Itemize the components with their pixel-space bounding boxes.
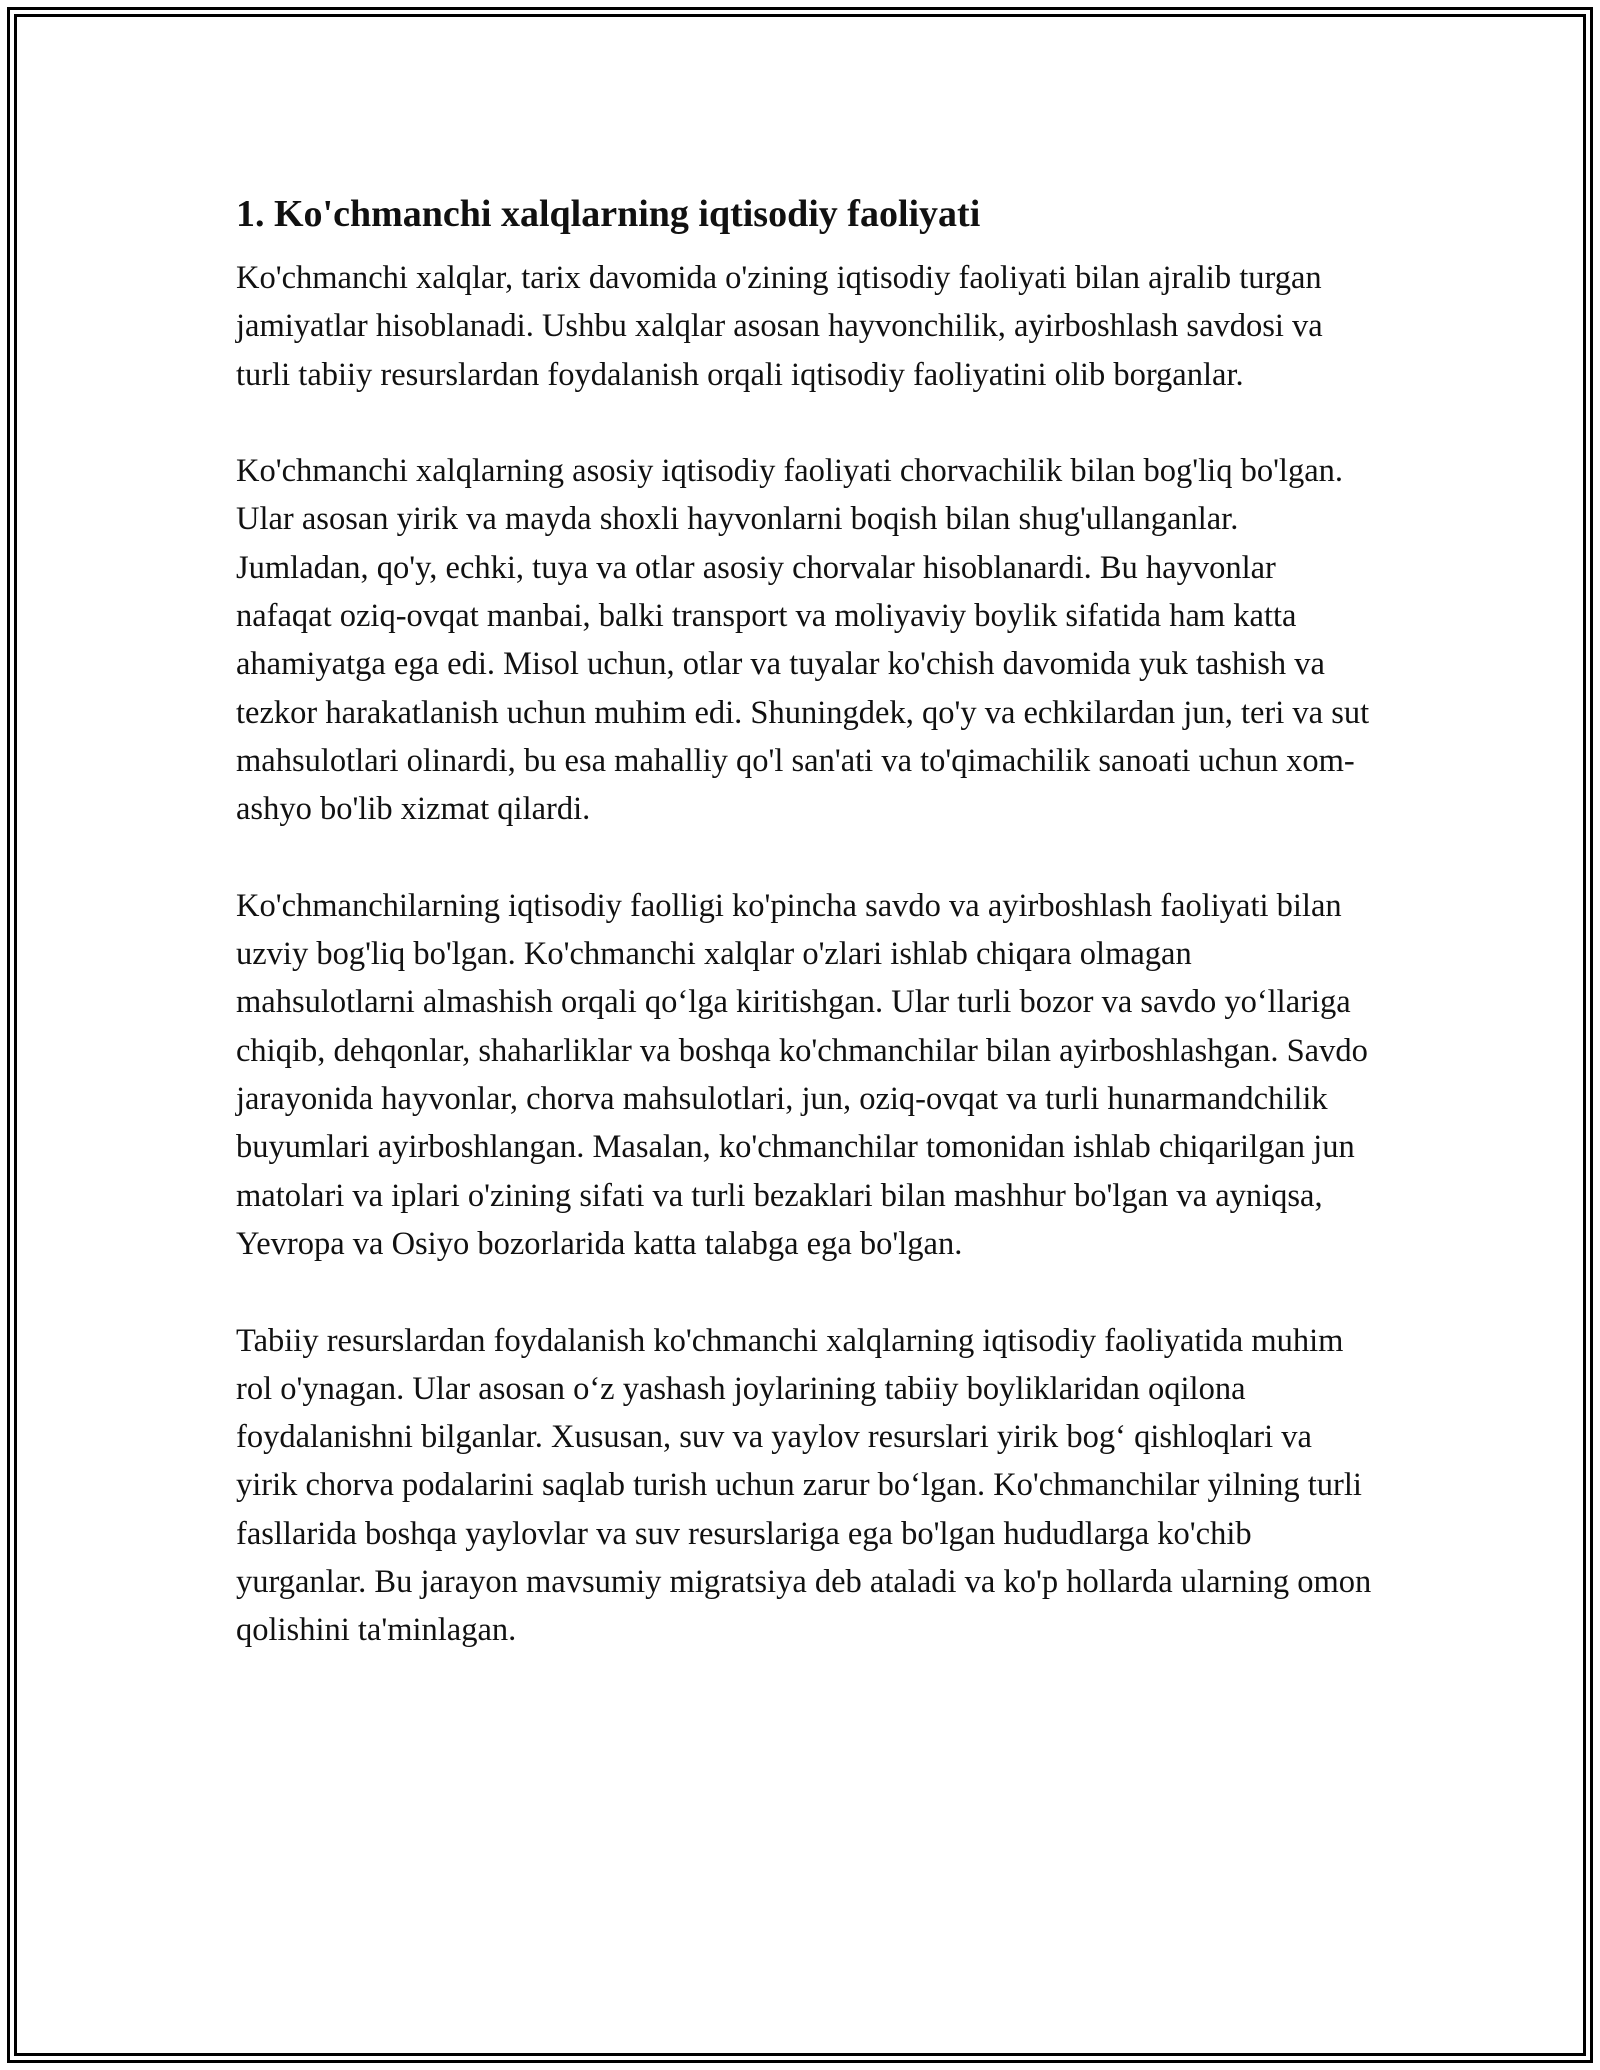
paragraph-livestock: Ko'chmanchi xalqlarning asosiy iqtisodiy faoliyati chorvachilik bilan bog'liq bo'lgan. Ular asosan yirik va mayda shoxli hayvonlarni boqish bilan shug'ullanganlar. Jumladan, qo'y, echki, tuya va otlar asosiy chorvalar hisoblanardi. Bu hayvonlar nafaqat oziq-ovqat manbai, balki transport va moliyaviy boylik sifatida ham katta ahamiyatga ega edi. Misol uchun, otlar va tuyalar ko'chish davomida yuk tashish va tezkor harakatlanish uchun muhim edi. Shuningdek, qo'y va echkilardan jun, teri va sut mahsulotlari olinardi, bu esa mahalliy qo'l san'ati va to'qimachilik sanoati uchun xom-ashyo bo'lib xizmat qilardi. [236,453,1370,828]
section-heading: 1. Ko'chmanchi xalqlarning iqtisodiy faoliyati [236,193,981,235]
paragraph-intro: Ko'chmanchi xalqlar, tarix davomida o'zining iqtisodiy faoliyati bilan ajralib turgan jamiyatlar hisoblanadi. Ushbu xalqlar asosan hayvonchilik, ayirboshlash savdosi va turli tabiiy resurslardan foydalanish orqali iqtisodiy faoliyatini olib borganlar. [236,260,1323,393]
paragraph-natural-resources: Tabiiy resurslardan foydalanish ko'chmanchi xalqlarning iqtisodiy faoliyatida muhim rol o'ynagan. Ular asosan o‘z yashash joylarining tabiiy boyliklaridan oqilona foydalanishni bilganlar. Xususan, suv va yaylov resurslari yirik bog‘ qishloqlari va yirik chorva podalarini saqlab turish uchun zarur bo‘lgan. Ko'chmanchilar yilning turli fasllarida boshqa yaylovlar va suv resurslariga ega bo'lgan hududlarga ko'chib yurganlar. Bu jarayon mavsumiy migratsiya deb ataladi va ko'p hollarda ularning omon qolishini ta'minlagan. [236,1322,1372,1649]
document-body [236,186,1376,1703]
paragraph-trade: Ko'chmanchilarning iqtisodiy faolligi ko'pincha savdo va ayirboshlash faoliyati bilan uzviy bog'liq bo'lgan. Ko'chmanchi xalqlar o'zlari ishlab chiqara olmagan mahsulotlarni almashish orqali qo‘lga kiritishgan. Ular turli bozor va savdo yo‘llariga chiqib, dehqonlar, shaharliklar va boshqa ko'chmanchilar bilan ayirboshlashgan. Savdo jarayonida hayvonlar, chorva mahsulotlari, jun, oziq-ovqat va turli hunarmandchilik buyumlari ayirboshlangan. Masalan, ko'chmanchilar tomonidan ishlab chiqarilgan jun matolari va iplari o'zining sifati va turli bezaklari bilan mashhur bo'lgan va ayniqsa, Yevropa va Osiyo bozorlarida katta talabga ega bo'lgan. [236,887,1368,1262]
